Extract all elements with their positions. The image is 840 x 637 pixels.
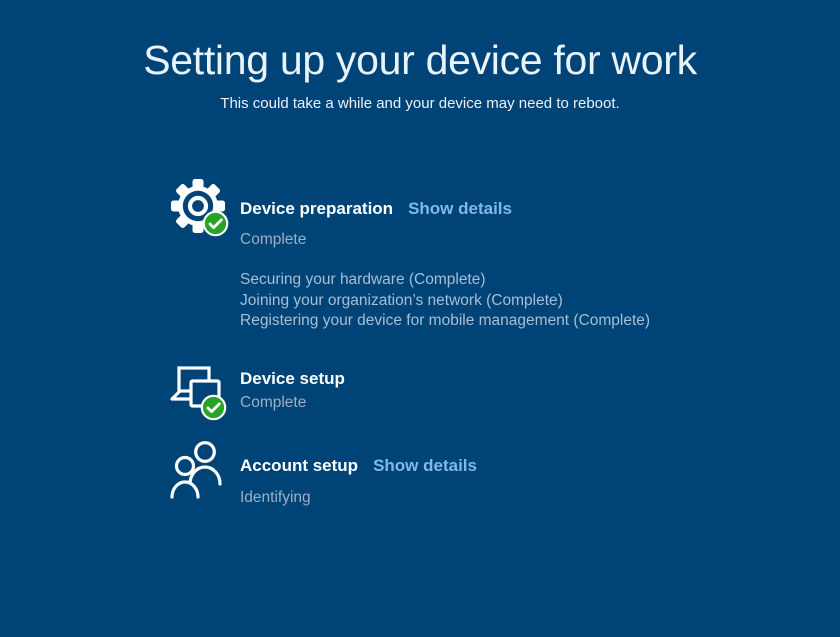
- account-setup-icon-wrap: [170, 440, 226, 500]
- page-title: Setting up your device for work: [143, 37, 697, 83]
- section-device-preparation: [170, 178, 720, 332]
- people-icon: [170, 440, 226, 500]
- page-subtitle: This could take a while and your device may need to reboot.: [220, 95, 620, 113]
- section-device-setup: [170, 364, 720, 414]
- device-preparation-icon-wrap: [170, 178, 226, 234]
- device-preparation-status: Complete: [240, 231, 307, 249]
- device-setup-icon-wrap: [170, 364, 226, 414]
- section-account-setup: [170, 440, 720, 507]
- green-check-icon: [200, 394, 227, 421]
- account-setup-title: Account setup: [240, 455, 359, 475]
- device-preparation-show-details-link[interactable]: Show details: [408, 199, 512, 219]
- page-header: [0, 0, 840, 112]
- account-setup-status: Identifying: [240, 488, 311, 506]
- substep-joining-network: Joining your organization’s network (Complete): [240, 291, 563, 309]
- device-setup-text: [240, 364, 720, 412]
- account-setup-show-details-link[interactable]: Show details: [373, 455, 477, 475]
- device-preparation-title: Device preparation: [240, 199, 394, 219]
- device-setup-status: Complete: [240, 393, 307, 411]
- setup-progress-list: [120, 178, 720, 507]
- device-preparation-substeps: [240, 270, 720, 332]
- green-check-icon: [202, 210, 229, 237]
- substep-securing-hardware: Securing your hardware (Complete): [240, 271, 486, 289]
- substep-registering-mdm: Registering your device for mobile management (Complete): [240, 312, 651, 330]
- device-preparation-text: [240, 178, 720, 332]
- device-setup-title: Device setup: [240, 368, 345, 388]
- account-setup-text: [240, 440, 720, 507]
